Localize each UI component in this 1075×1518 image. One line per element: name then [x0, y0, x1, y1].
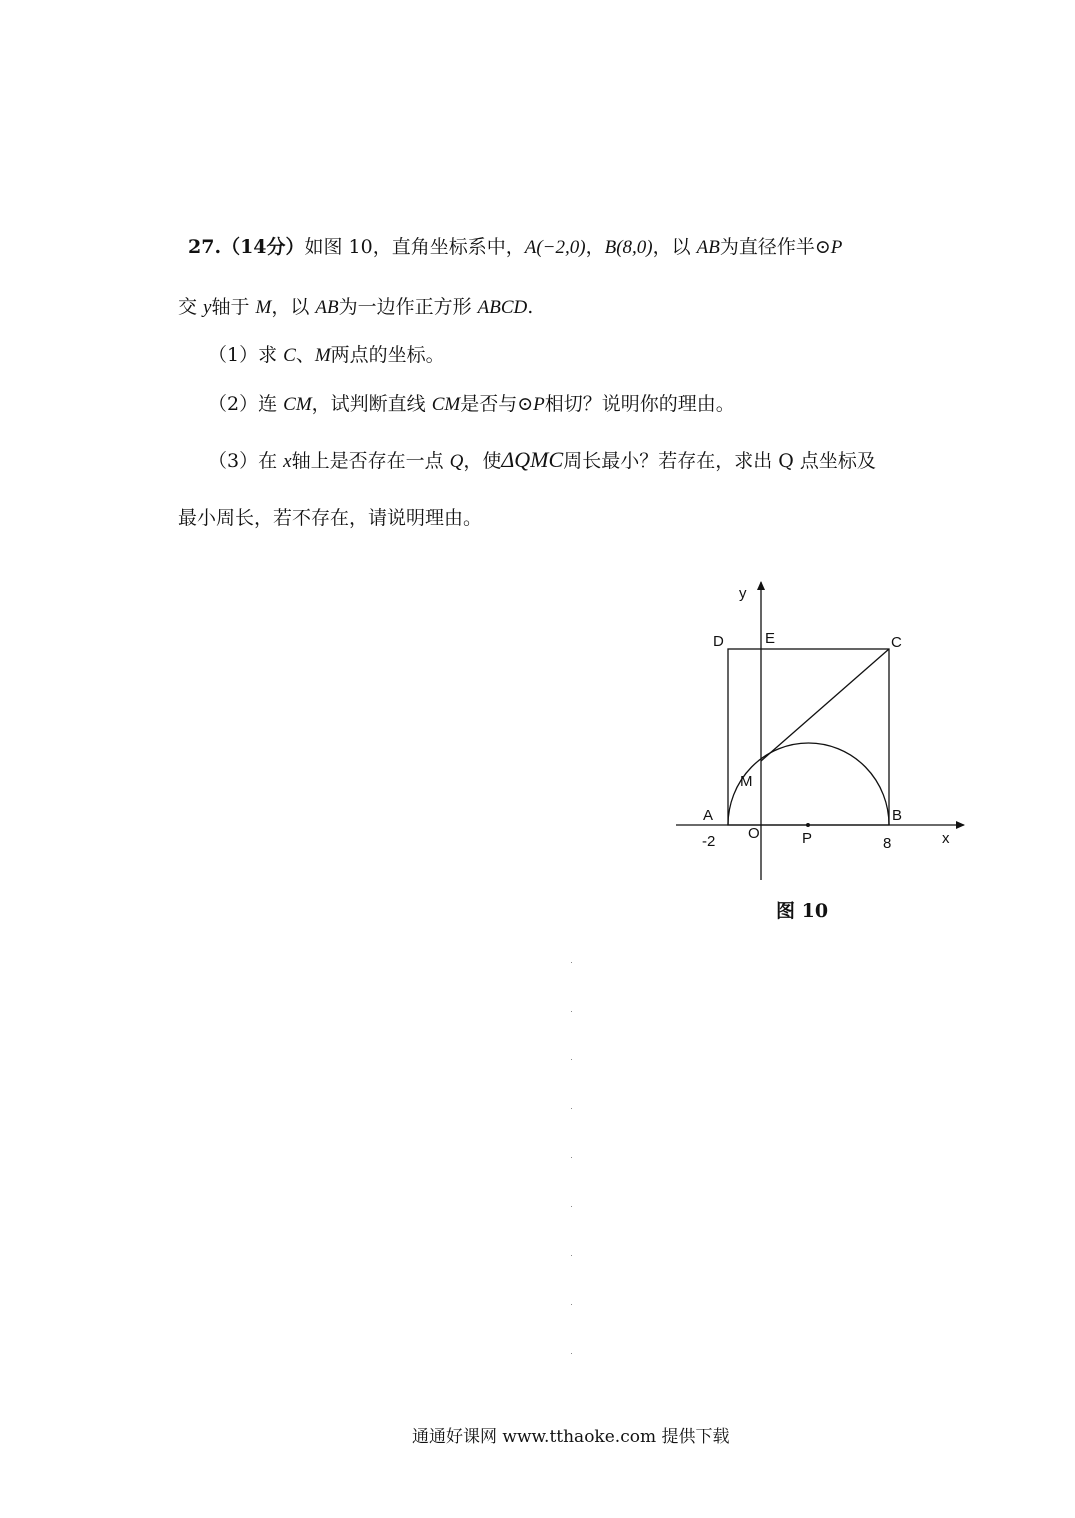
label-neg2: -2: [702, 833, 716, 850]
footer-text: 通通好课网 www.tthaoke.com 提供下载: [412, 1427, 730, 1447]
label-e: E: [765, 630, 776, 647]
point-p-dot: [806, 823, 810, 827]
label-x: x: [942, 830, 950, 847]
margin-dot: [571, 1206, 572, 1207]
margin-dot: [571, 1255, 572, 1256]
text: 是否与⊙: [460, 393, 534, 415]
problem-number: 27.: [188, 236, 222, 258]
point-m: M: [255, 297, 272, 318]
figure-caption: 图 10: [776, 900, 829, 922]
margin-dot: [571, 962, 572, 963]
margin-dot: [571, 1011, 572, 1012]
text: 周长最小？若存在，求出 Q 点坐标及: [563, 450, 876, 472]
label-c: C: [891, 634, 902, 651]
point-a-coord: A(−2,0): [524, 237, 586, 258]
margin-dot: [571, 1353, 572, 1354]
segment-cm: CM: [431, 394, 461, 415]
text: ，以: [271, 296, 316, 318]
period: .: [527, 296, 534, 318]
label-p: P: [802, 830, 813, 847]
point-m: M: [314, 345, 331, 366]
label-a: A: [703, 807, 714, 824]
triangle-qmc: ΔQMC: [501, 447, 564, 472]
point-q: Q: [449, 451, 464, 472]
separator: ，: [585, 236, 605, 258]
text: ，使: [463, 450, 502, 472]
label-m: M: [740, 773, 753, 790]
label-o: O: [748, 825, 760, 842]
text: 轴于: [211, 296, 256, 318]
text: （3）在: [208, 450, 284, 472]
segment-ab: AB: [696, 237, 720, 258]
text: 轴上是否存在一点: [291, 450, 450, 472]
point-c: C: [283, 345, 296, 366]
square-abcd: ABCD: [477, 297, 528, 318]
text: 、: [295, 344, 315, 366]
point-b-coord: B(8,0): [604, 237, 653, 258]
intro-text: 为直径作半⊙: [719, 236, 831, 258]
margin-dot: [571, 1157, 572, 1158]
circle-p: P: [533, 394, 545, 415]
label-d: D: [713, 633, 724, 650]
square-abcd-shape: [728, 649, 889, 825]
text: （2）连: [208, 393, 284, 415]
label-8: 8: [883, 835, 892, 852]
label-b: B: [892, 807, 903, 824]
text: 两点的坐标。: [330, 344, 445, 366]
question-3-continued: 最小周长，若不存在，请说明理由。: [178, 507, 483, 529]
problem-intro: 如图 10，直角坐标系中，: [304, 236, 525, 258]
text: 相切？说明你的理由。: [544, 393, 735, 415]
margin-dot: [571, 1059, 572, 1060]
problem-points: （14分）: [221, 236, 305, 258]
segment-ab: AB: [315, 297, 339, 318]
text: 交: [178, 296, 204, 318]
text: 为一边作正方形: [338, 296, 478, 318]
segment-cm: CM: [283, 394, 312, 415]
text: （1）求: [208, 344, 284, 366]
text: ，试判断直线: [311, 393, 432, 415]
var-x: x: [283, 451, 292, 472]
circle-p: P: [830, 237, 843, 258]
intro-text: ，以: [652, 236, 697, 258]
margin-dot: [571, 1304, 572, 1305]
var-y: y: [203, 297, 212, 318]
label-y: y: [739, 585, 747, 602]
margin-dot: [571, 1108, 572, 1109]
